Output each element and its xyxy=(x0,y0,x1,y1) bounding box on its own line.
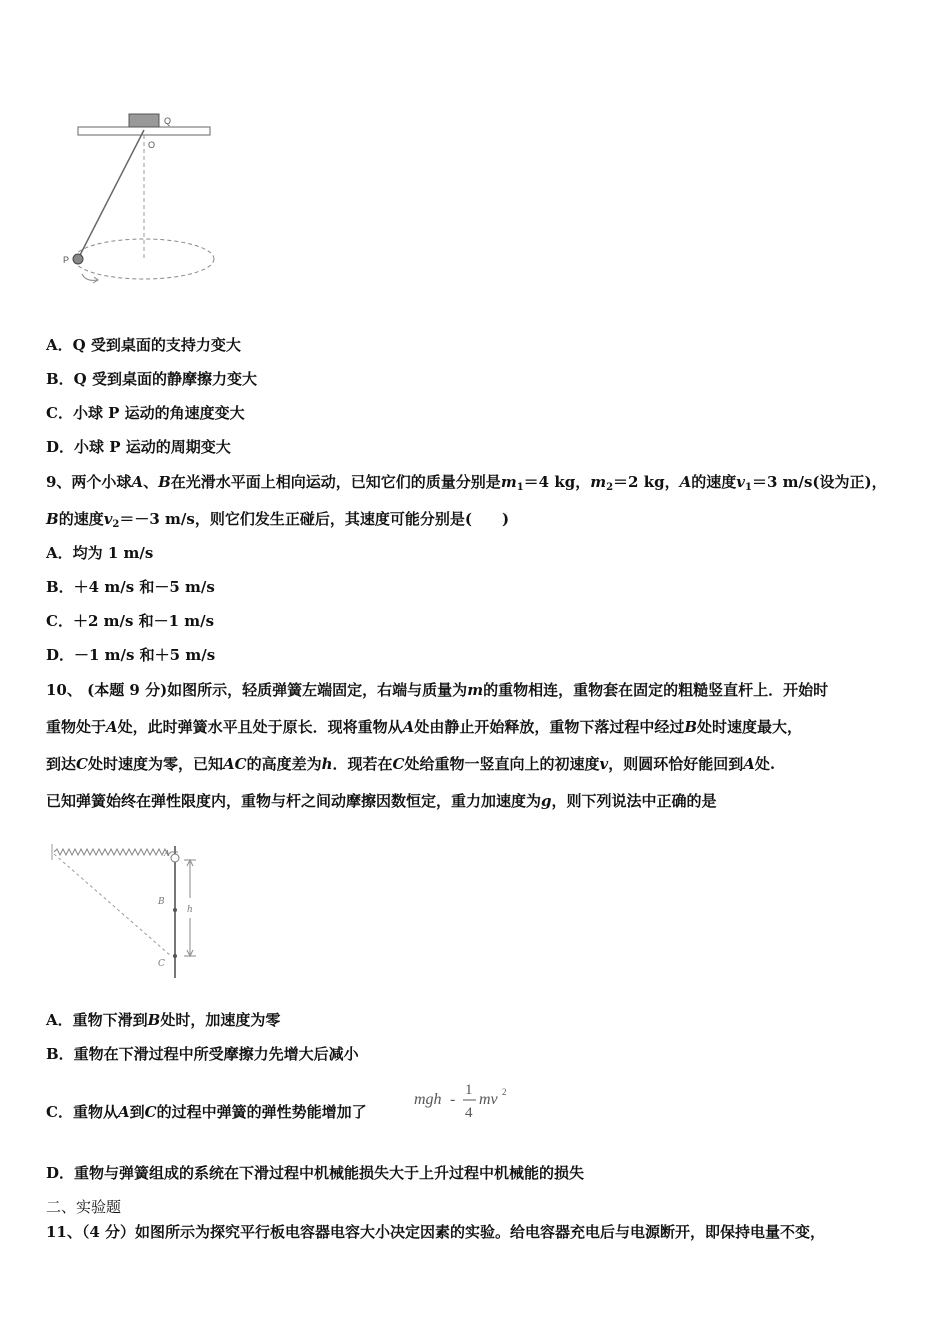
block-q xyxy=(129,114,159,127)
formula-mv: mv xyxy=(479,1091,498,1108)
q10-option-d: D．重物与弹簧组成的系统在下滑过程中机械能损失大于上升过程中机械能的损失 xyxy=(46,1164,585,1182)
dashed-line-to-c xyxy=(54,854,171,956)
orbit-circle xyxy=(74,239,214,279)
label-p: P xyxy=(63,255,70,265)
ring-a xyxy=(171,854,179,862)
pendulum-figure xyxy=(56,108,226,288)
q9-option-c: C．＋2 m/s 和－1 m/s xyxy=(46,612,215,630)
q10-option-a: A．重物下滑到B处时，加速度为零 xyxy=(46,1011,281,1029)
section-heading: 二、实验题 xyxy=(46,1198,122,1216)
q11-stem: 11、（4 分）如图所示为探究平行板电容器电容大小决定因素的实验。给电容器充电后与电源断开，即保持电量不变， xyxy=(46,1223,826,1241)
q10-option-b: B．重物在下滑过程中所受摩擦力先增大后减小 xyxy=(46,1045,359,1063)
q9-option-b: B．＋4 m/s 和－5 m/s xyxy=(46,578,215,596)
formula-exponent: 2 xyxy=(502,1087,507,1097)
q9-stem-line1: 9、两个小球A、B在光滑水平面上相向运动，已知它们的质量分别是$m_1=4$ kg，$m_2=2$ kg，A的速度$v_1=3$ m/s(设为正)， xyxy=(46,473,887,493)
label-a: A xyxy=(164,849,170,858)
point-c xyxy=(173,954,177,958)
label-h: h xyxy=(187,905,193,915)
formula-energy xyxy=(412,1078,512,1128)
formula-mgh: mgh xyxy=(414,1091,442,1108)
q9-option-a: A．均为 1 m/s xyxy=(46,544,154,562)
label-b: B xyxy=(158,897,165,907)
q10-stem-line1: 10、 (本题 9 分)如图所示，轻质弹簧左端固定，右端与质量为m的重物相连，重物套在固定的粗糙竖直杆上．开始时 xyxy=(46,681,829,699)
q8-option-b: B．Q 受到桌面的静摩擦力变大 xyxy=(46,370,257,388)
spring xyxy=(54,849,178,855)
rotation-arrow xyxy=(82,274,98,280)
formula-minus: - xyxy=(450,1091,456,1108)
label-q: Q xyxy=(164,116,172,126)
point-b xyxy=(173,908,177,912)
q8-option-d: D．小球 P 运动的周期变大 xyxy=(46,438,231,456)
label-c: C xyxy=(158,959,165,969)
formula-numerator: 1 xyxy=(465,1082,473,1098)
q10-stem-line3: 到达C处时速度为零，已知AC的高度差为h．现若在C处给重物一竖直向上的初速度v，则圆环恰好能回到A处. xyxy=(46,755,776,773)
formula-denominator: 4 xyxy=(465,1105,473,1121)
spring-rod-figure xyxy=(44,838,214,988)
q10-option-c: C．重物从A到C的过程中弹簧的弹性势能增加了 xyxy=(46,1103,367,1121)
q9-option-d: D．－1 m/s 和＋5 m/s xyxy=(46,646,216,664)
label-o: O xyxy=(148,140,156,150)
q8-option-c: C．小球 P 运动的角速度变大 xyxy=(46,404,245,422)
q10-stem-line2: 重物处于A处，此时弹簧水平且处于原长．现将重物从A处由静止开始释放，重物下落过程中经过B处时速度最大， xyxy=(46,718,803,736)
q8-option-a: A．Q 受到桌面的支持力变大 xyxy=(46,336,241,354)
ball-p xyxy=(73,254,83,264)
q9-stem-line2: B的速度$v_2=-3$ m/s，则它们发生正碰后，其速度可能分别是( ) xyxy=(46,510,510,530)
q10-stem-line4: 已知弹簧始终在弹性限度内，重物与杆之间动摩擦因数恒定，重力加速度为g，则下列说法中正确的是 xyxy=(46,792,717,810)
